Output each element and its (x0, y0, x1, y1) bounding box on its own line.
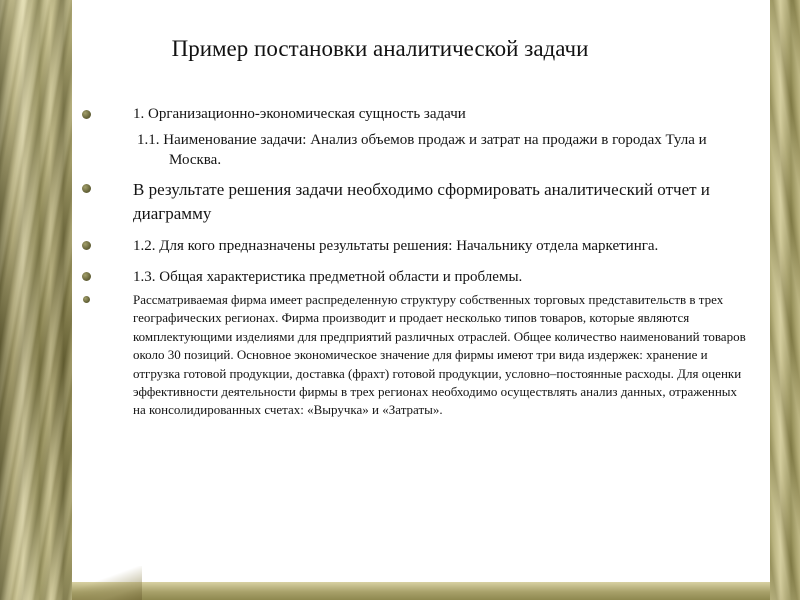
bullet-text-2: В результате решения задачи необходимо сформировать аналитический отчет и диаграмму (133, 180, 710, 223)
sub-item-1-1: 1.1. Наименование задачи: Анализ объемов продаж и затрат на продажи в городах Тула и Москва. (137, 132, 707, 168)
right-decorative-band (770, 0, 800, 600)
bullet-item-5 (80, 291, 750, 420)
bullet-item-2 (80, 178, 750, 226)
bullet-text-3: 1.2. Для кого предназначены результаты решения: Начальнику отдела маркетинга. (133, 238, 659, 254)
slide-title: Пример постановки аналитической задачи (171, 36, 589, 61)
bullet-dot-icon (82, 184, 91, 193)
bullet-text-4: 1.3. Общая характеристика предметной области и проблемы. (133, 269, 523, 285)
bottom-corner-shadow (72, 566, 142, 600)
bullet-item-4 (80, 267, 750, 287)
bullet-list (80, 104, 750, 420)
bullet-dot-icon (82, 241, 91, 250)
bullet-item-1 (80, 104, 750, 124)
bullet-item-3 (80, 236, 750, 256)
bullet-text-1: 1. Организационно-экономическая сущность задачи (133, 106, 466, 122)
left-decorative-band (0, 0, 72, 600)
bullet-dot-icon (83, 296, 90, 303)
bullet-dot-icon (82, 272, 91, 281)
bullet-text-5: Рассматриваемая фирма имеет распределенную структуру собственных торговых представительств в трех географических регионах. Фирма производит и продает несколько типов товаров, которые являются комплектующими изделиями для предприятий различных отраслей. Общее количество наименований товаров около 30 позиций. Основное экономическое значение для фирмы имеют три вида издержек: хранение и отгрузка готовой продукции, доставка (фрахт) готовой продукции, условно–постоянные расходы. Для оценки эффективности деятельности фирмы в трех регионах необходимо осуществлять анализ данных, отраженных на консолидированных счетах: «Выручка» и «Затраты». (133, 292, 746, 418)
bullet-dot-icon (82, 110, 91, 119)
bottom-decorative-band (72, 582, 770, 600)
